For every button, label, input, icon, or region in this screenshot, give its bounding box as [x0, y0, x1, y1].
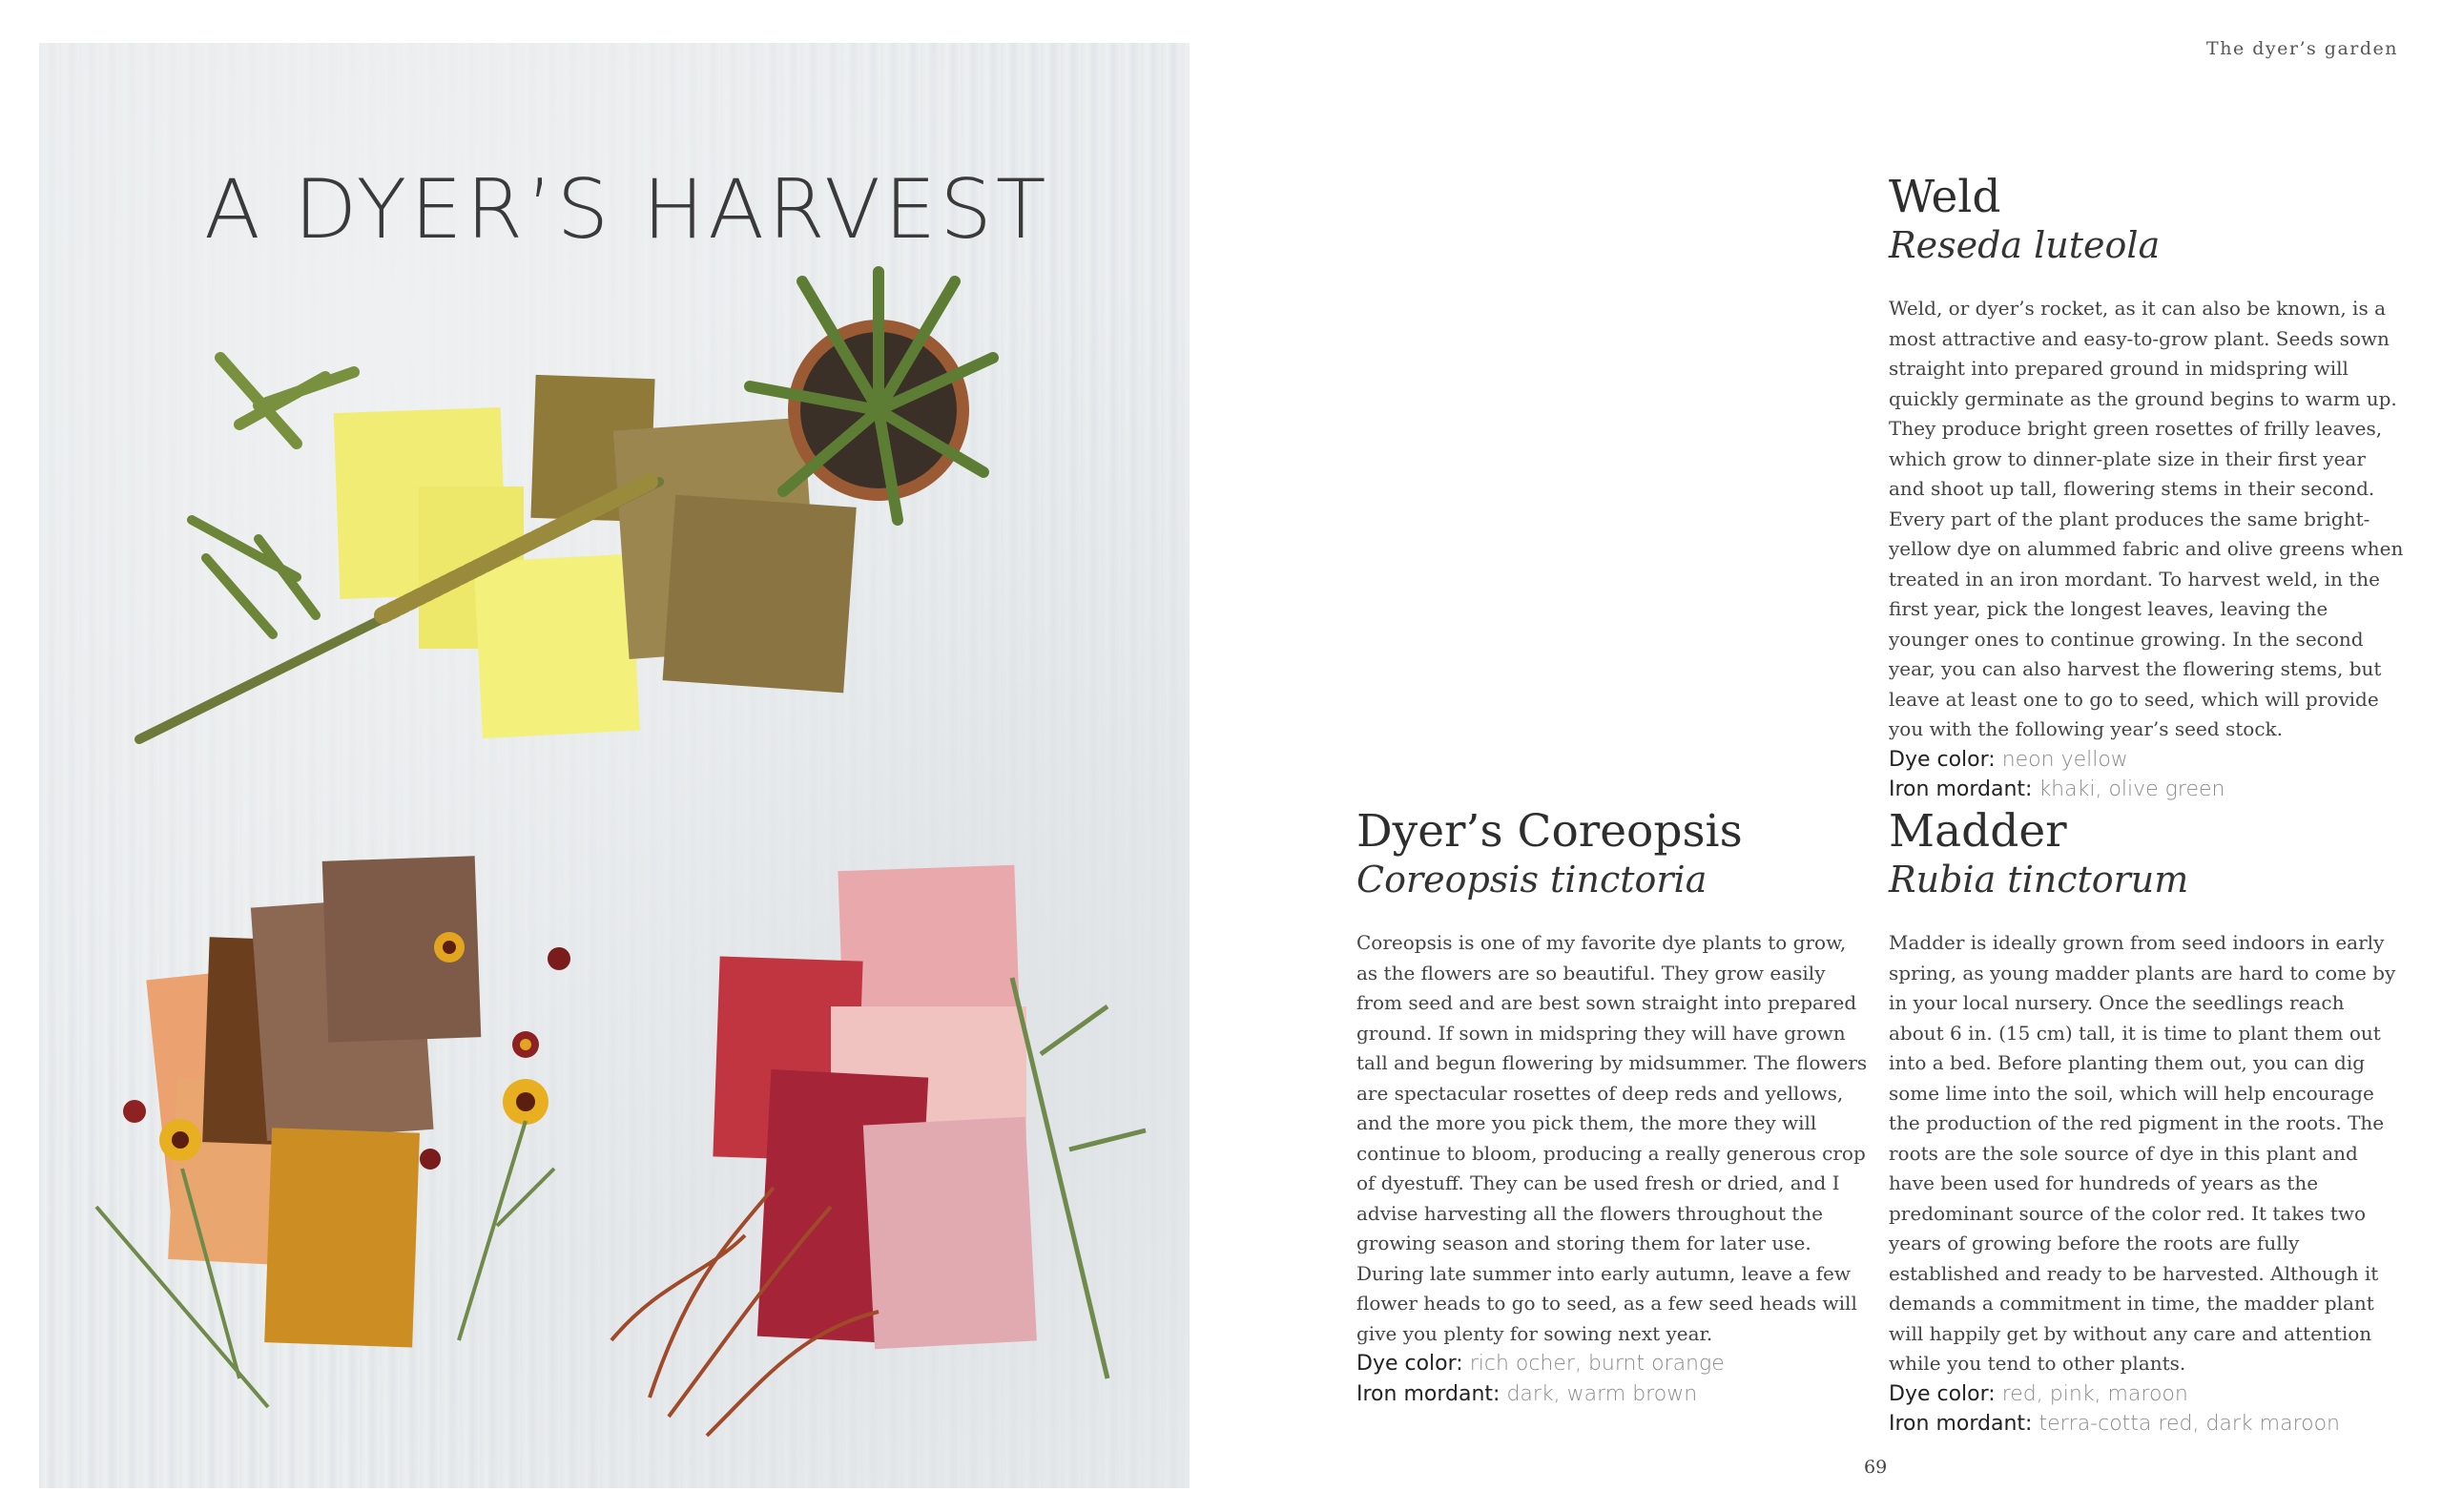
- weld-description: Weld, or dyer’s rocket, as it can also be known, is a most attractive and easy-to-grow plant. Seeds sown straight into prepared ground in midspring will quickly germinate as the ground begins to warm up. They produce bright green rosettes of frilly leaves, which grow to dinner-plate size in their first year and shoot up tall, flowering stems in their second. Every part of the plant produces the same bright-yellow dye on alummed fabric and olive greens when treated in an iron mordant. To harvest weld, in the first year, pick the longest leaves, leaving the younger ones to continue growing. In the second year, you can also harvest the flowering stems, but leave at least one to go to seed, which will provide you with the following year’s seed stock.: [1889, 297, 2404, 740]
- madder-entry: [1889, 806, 2404, 1440]
- running-head: The dyer’s garden: [2206, 38, 2398, 59]
- dye-color-value: rich ocher, burnt orange: [1469, 1352, 1725, 1376]
- weld-heading: Weld: [1889, 171, 2001, 223]
- dye-color-label: Dye color:: [1889, 747, 1996, 772]
- page-number: 69: [1864, 1457, 1888, 1478]
- iron-mordant-value: dark, warm brown: [1506, 1381, 1698, 1406]
- iron-mordant-value: khaki, olive green: [2038, 777, 2225, 801]
- dye-color-value: neon yellow: [2001, 747, 2128, 772]
- harvest-illustration: [39, 43, 1190, 1488]
- iron-mordant-label: Iron mordant:: [1889, 777, 2033, 801]
- weld-iron-mordant: [1889, 775, 2404, 805]
- weld-latin-name: Reseda luteola: [1889, 224, 2161, 266]
- photo-title: A DYER’S HARVEST: [204, 162, 1050, 258]
- coreopsis-latin-name: Coreopsis tinctoria: [1356, 859, 1707, 901]
- fabric-swatches-red-group: [611, 865, 1146, 1436]
- weld-entry: [1889, 172, 2404, 805]
- madder-latin-name: Rubia tinctorum: [1889, 859, 2189, 901]
- iron-mordant-label: Iron mordant:: [1889, 1412, 2033, 1436]
- coreopsis-dye-color: [1356, 1349, 1872, 1379]
- dye-color-value: red, pink, maroon: [2001, 1381, 2188, 1406]
- fabric-swatches-yellow-group: [139, 272, 993, 739]
- harvest-photograph: [39, 43, 1190, 1488]
- coreopsis-description: Coreopsis is one of my favorite dye plants to grow, as the flowers are so beautiful. They grow easily from seed and are best sown straight into prepared ground. If sown in midspring they will have grown tall and begun flowering by midsummer. The flowers are spectacular rosettes of deep reds and yellows, and the more you pick them, the more they will continue to bloom, producing a really generous crop of dyestuff. They can be used fresh or dried, and I advise harvesting all the flowers throughout the growing season and storing them for later use. During late summer into early autumn, leave a few flower heads to go to seed, as a few seed heads will give you plenty for sowing next year.: [1356, 931, 1868, 1345]
- madder-dye-color: [1889, 1379, 2404, 1410]
- weld-dye-color: [1889, 745, 2404, 776]
- coreopsis-iron-mordant: [1356, 1379, 1872, 1410]
- madder-description: Madder is ideally grown from seed indoors in early spring, as young madder plants are hard to come by in your local nursery. Once the seedlings reach about 6 in. (15 cm) tall, it is time to plant them out into a bed. Before planting them out, you can dig some lime into the soil, which will help encourage the production of the red pigment in the roots. The roots are the sole source of dye in this plant and have been used for hundreds of years as the predominant source of the color red. It takes two years of growing before the roots are fully established and ready to be harvested. Although it demands a commitment in time, the madder plant will happily get by without any care and attention while you tend to other plants.: [1889, 931, 2396, 1375]
- dye-color-label: Dye color:: [1356, 1352, 1463, 1376]
- coreopsis-entry: [1356, 806, 1872, 1409]
- madder-iron-mordant: [1889, 1409, 2404, 1440]
- madder-heading: Madder: [1889, 805, 2067, 858]
- fabric-swatches-brown-group: [96, 856, 570, 1407]
- iron-mordant-value: terra-cotta red, dark maroon: [2038, 1412, 2340, 1436]
- dye-color-label: Dye color:: [1889, 1381, 1996, 1406]
- coreopsis-heading: Dyer’s Coreopsis: [1356, 805, 1743, 858]
- iron-mordant-label: Iron mordant:: [1356, 1381, 1500, 1406]
